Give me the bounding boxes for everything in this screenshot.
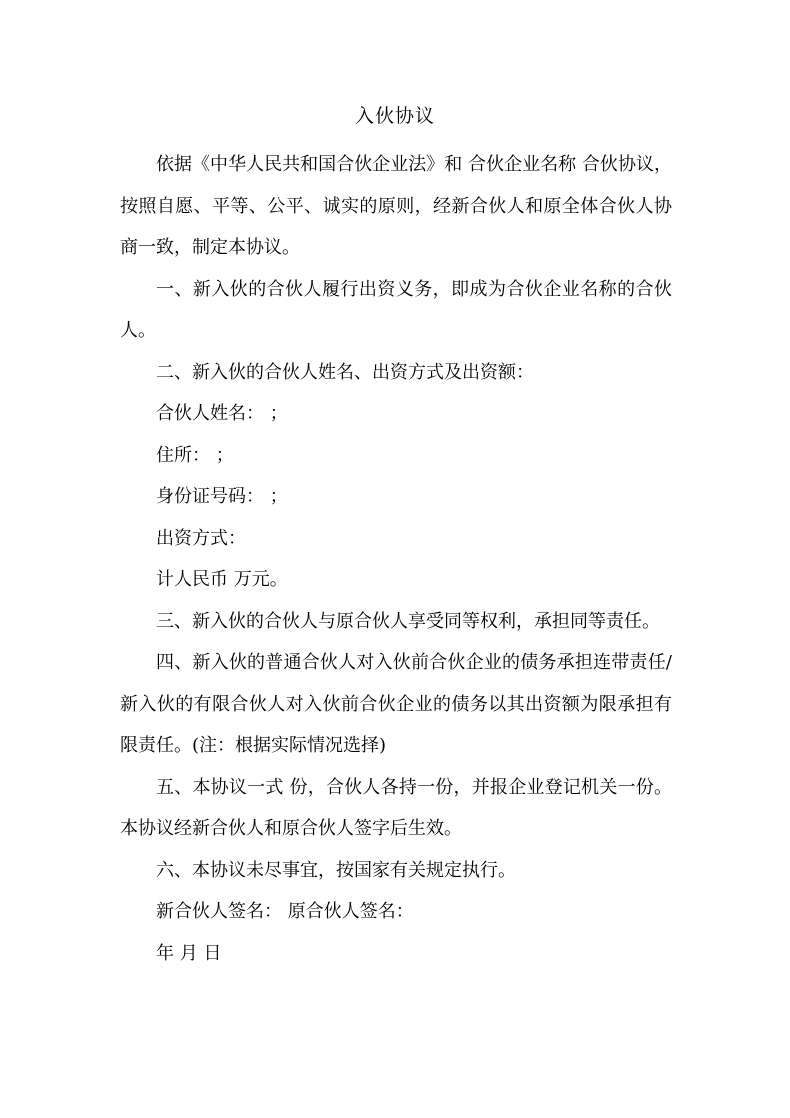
- document-title: 入伙协议: [354, 105, 435, 127]
- paragraph-clause-1: 一、新入伙的合伙人履行出资义务，即成为合伙企业名称的合伙人。: [120, 278, 672, 341]
- paragraph-clause-4: 四、新入伙的普通合伙人对入伙前合伙企业的债务承担连带责任/新入伙的有限合伙人对入伙前合伙企业的债务以其出资额为限承担有限责任。(注：根据实际情况选择): [120, 652, 672, 756]
- field-id-number: 身份证号码： ；: [156, 486, 288, 507]
- signature-line: 新合伙人签名： 原合伙人签名：: [156, 901, 414, 922]
- paragraph-clause-5: 五、本协议一式 份，合伙人各持一份，并报企业登记机关一份。本协议经新合伙人和原合伙人签字后生效。: [120, 776, 672, 839]
- document-body: [120, 144, 672, 974]
- paragraph-clause-2: 二、新入伙的合伙人姓名、出资方式及出资额：: [156, 361, 534, 383]
- paragraph-clause-3: 三、新入伙的合伙人与原合伙人享受同等权利，承担同等责任。: [156, 610, 660, 632]
- field-contribution-method: 出资方式：: [156, 527, 246, 549]
- date-line: 年 月 日: [156, 942, 222, 964]
- field-contribution-amount: 计人民币 万元。: [156, 569, 288, 590]
- field-address: 住所： ；: [156, 444, 234, 466]
- field-partner-name: 合伙人姓名： ；: [156, 403, 288, 424]
- paragraph-preamble: 依据《中华人民共和国合伙企业法》和 合伙企业名称 合伙协议，按照自愿、平等、公平、诚实的原则，经新合伙人和原全体合伙人协商一致，制定本协议。: [120, 154, 672, 258]
- paragraph-clause-6: 六、本协议未尽事宜，按国家有关规定执行。: [156, 859, 516, 881]
